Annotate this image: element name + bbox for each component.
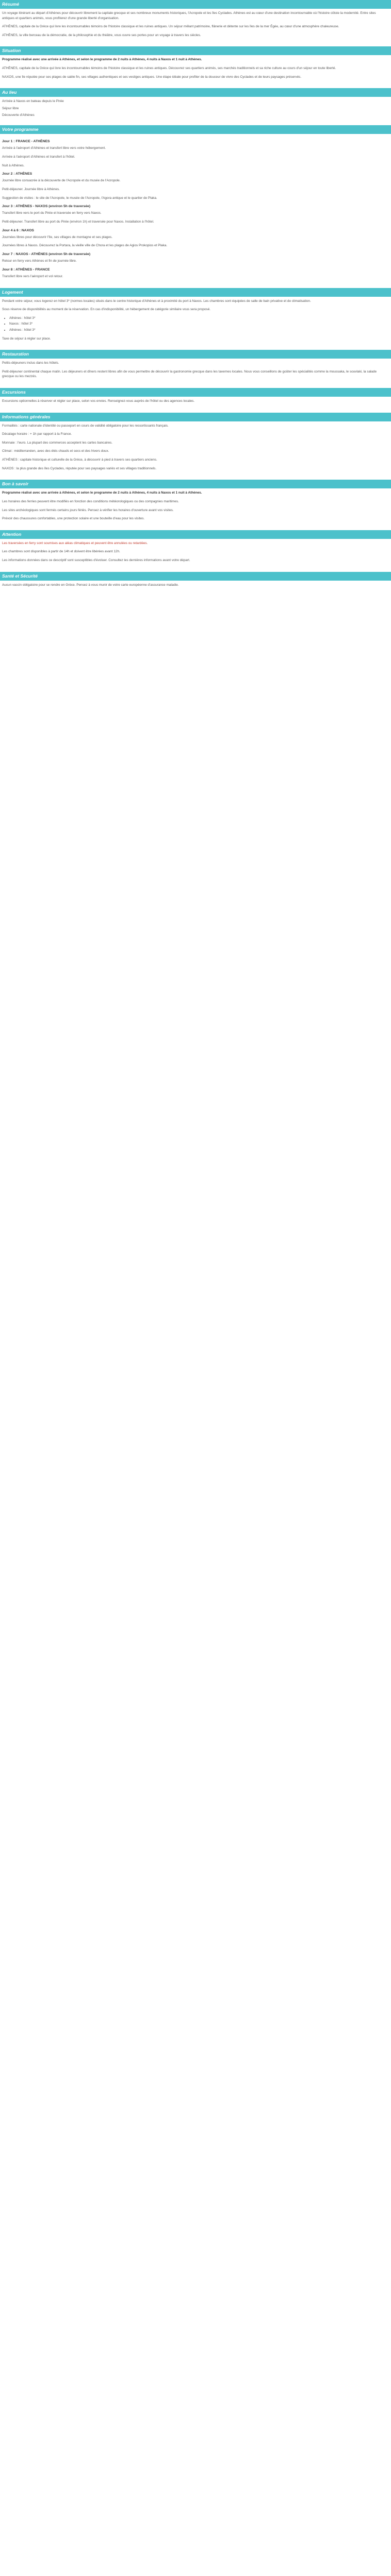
section-title: Attention — [0, 530, 391, 539]
paragraph: ATHÈNES, la ville berceau de la démocratie, de la philosophie et du théâtre, vous ouvre ses portes pour un voyage à travers les siècles. — [2, 33, 201, 37]
paragraph: Les traversées en ferry sont soumises aux aléas climatiques et peuvent être annulées ou retardées. — [2, 541, 148, 545]
paragraph: Climat : méditerranéen, avec des étés chauds et secs et des hivers doux. — [2, 449, 109, 453]
section-sante — [0, 572, 391, 597]
paragraph: Excursions optionnelles à réserver et régler sur place, selon vos envies. Renseignez-vous auprès de l'hôtel ou des agences locales. — [2, 399, 195, 403]
paragraph: Monnaie : l'euro. La plupart des commerces acceptent les cartes bancaires. — [2, 440, 112, 445]
section-excursions — [0, 388, 391, 413]
section-title: Logement — [0, 288, 391, 297]
day-title: Jour 2 : ATHÈNES — [2, 172, 32, 176]
day-text: Transfert libre vers le port du Pirée et traversée en ferry vers Naxos. — [2, 211, 102, 215]
paragraph: ATHÈNES : capitale historique et culturelle de la Grèce, à découvrir à pied à travers ses quartiers anciens. — [2, 458, 157, 462]
paragraph: Sous réserve de disponibilités au moment de la réservation. En cas d'indisponibilité, un hébergement de catégorie similaire vous sera proposé. — [2, 308, 211, 312]
paragraph: Suggestion de visites : le site de l'Acropole, le musée de l'Acropole, l'Agora antique et le quartier de Plaka. — [2, 196, 157, 200]
paragraph: Taxe de séjour à régler sur place. — [2, 336, 51, 341]
section-title: Situation — [0, 46, 391, 55]
section-logement — [0, 288, 391, 350]
paragraph: ATHÈNES, capitale de la Grèce qui livre les incontournables témoins de l'histoire classique et les ruines antiques. Découvrez ses quartiers animés, ses marchés traditionnels et sa riche culture au cours d'un séjour en toute liberté. — [2, 66, 336, 71]
paragraph: Programme réalisé avec une arrivée à Athènes, et selon le programme de 2 nuits à Athènes, 4 nuits à Naxos et 1 nuit à Athènes. — [2, 491, 202, 495]
list-item: Découverte d'Athènes — [2, 113, 35, 117]
day-text: Journée libre consacrée à la découverte de l'Acropole et du musée de l'Acropole. — [2, 179, 121, 183]
paragraph: Journées libres à Naxos. Découvrez la Portara, la vieille ville de Chora et les plages de Agios Prokopios et Plaka. — [2, 244, 168, 248]
paragraph: Un voyage itinérant au départ d'Athènes pour découvrir librement la capitale grecque et ses nombreux monuments historiques, l'Acropole et les îles Cyclades. Athènes est au cœur d'une destination incontournable où l'histoire côtoie la modernité. Entre sites antiques et quartiers animés, vous profiterez d'une grande liberté d'organisation. — [2, 11, 376, 20]
section-programme — [0, 125, 391, 287]
paragraph: Les sites archéologiques sont fermés certains jours fériés. Pensez à vérifier les horaires d'ouverture avant vos visites. — [2, 508, 174, 512]
paragraph: Pendant votre séjour, vous logerez en hôtel 3* (normes locales) situés dans le centre historique d'Athènes et à proximité du port à Naxos. Les chambres sont équipées de salle de bain privative et de climatisation. — [2, 299, 311, 303]
section-bon-a-savoir — [0, 480, 391, 530]
paragraph: Programme réalisé avec une arrivée à Athènes, et selon le programme de 2 nuits à Athènes, 4 nuits à Naxos et 1 nuit à Athènes. — [2, 58, 202, 62]
day-title: Jour 8 : ATHÈNES - FRANCE — [2, 267, 50, 272]
day-text: Retour en ferry vers Athènes et fin de journée libre. — [2, 259, 77, 263]
day-title: Jour 7 : NAXOS - ATHÈNES (environ 5h de traversée) — [2, 252, 91, 256]
day-text: Transfert libre vers l'aéroport et vol retour. — [2, 274, 63, 278]
section-title: Santé et Sécurité — [0, 572, 391, 581]
section-resume — [0, 0, 391, 46]
paragraph: Nuit à Athènes. — [2, 163, 25, 167]
paragraph: Aucun vaccin obligatoire pour se rendre en Grèce. Pensez à vous munir de votre carte européenne d'assurance maladie. — [2, 583, 179, 587]
paragraph: Petit-déjeuner. Journée libre à Athènes. — [2, 187, 60, 191]
list-item: • Naxos : hôtel 3* — [9, 321, 389, 327]
section-title: Résumé — [0, 0, 391, 9]
paragraph: Petit-déjeuner continental chaque matin. Les déjeuners et dîners restent libres afin de vous permettre de découvrir la gastronomie grecque dans les tavernes locales. Nous vous conseillons de goûter les spécialités comme la moussaka, le souvlaki, la salade grecque ou les mezzés. — [2, 369, 377, 379]
day-title: Jour 4 à 6 : NAXOS — [2, 228, 34, 232]
day-text: Arrivée à l'aéroport d'Athènes et transfert libre vers votre hébergement. — [2, 146, 106, 150]
section-attention — [0, 530, 391, 572]
section-title: Votre programme — [0, 125, 391, 134]
day-title: Jour 1 : FRANCE - ATHÈNES — [2, 140, 50, 144]
list-item: Arrivée à Naxos en bateau depuis le Pirée — [2, 99, 64, 104]
section-title: Excursions — [0, 388, 391, 397]
paragraph: Les horaires des ferries peuvent être modifiés en fonction des conditions météorologiques ou des compagnies maritimes. — [2, 499, 179, 503]
section-situation — [0, 46, 391, 88]
list-item: • Athènes : hôtel 3* — [9, 328, 389, 333]
paragraph: ATHÈNES, capitale de la Grèce qui livre les incontournables témoins de l'histoire classique et les ruines antiques. Un séjour mêlant patrimoine, flânerie et détente sur les îles de la mer Égée, au cœur d'une atmosphère chaleureuse. — [2, 25, 339, 29]
section-title: Informations générales — [0, 413, 391, 421]
day-text: Journées libres pour découvrir l'île, ses villages de montagne et ses plages. — [2, 235, 113, 239]
list-item: Séjour libre — [2, 106, 19, 110]
paragraph: Petits-déjeuners inclus dans les hôtels. — [2, 361, 59, 365]
section-title: Bon à savoir — [0, 480, 391, 488]
hotel-list — [9, 316, 389, 333]
section-infos — [0, 413, 391, 480]
paragraph: Petit-déjeuner. Transfert libre au port du Pirée (environ 1h) et traversée pour Naxos. Installation à l'hôtel. — [2, 219, 154, 224]
paragraph: NAXOS : la plus grande des îles Cyclades, réputée pour ses paysages variés et ses villages traditionnels. — [2, 466, 157, 470]
day-title: Jour 3 : ATHÈNES - NAXOS (environ 5h de traversée) — [2, 205, 91, 209]
section-title: Au lieu — [0, 88, 391, 97]
paragraph: Prévoir des chaussures confortables, une protection solaire et une bouteille d'eau pour les visites. — [2, 517, 145, 521]
list-item: • Athènes : hôtel 3* — [9, 316, 389, 321]
paragraph: Formalités : carte nationale d'identité ou passeport en cours de validité obligatoire pour les ressortissants français. — [2, 423, 169, 428]
section-restauration — [0, 350, 391, 388]
paragraph: Les chambres sont disponibles à partir de 14h et doivent être libérées avant 12h. — [2, 550, 120, 554]
paragraph: Décalage horaire : + 1h par rapport à la France. — [2, 432, 72, 436]
section-title: Restauration — [0, 350, 391, 359]
paragraph: Arrivée à l'aéroport d'Athènes et transfert à l'hôtel. — [2, 155, 75, 159]
paragraph: Les informations données dans ce descriptif sont susceptibles d'évoluer. Consultez les dernières informations avant votre départ. — [2, 558, 190, 562]
section-lieu — [0, 88, 391, 125]
paragraph: NAXOS, une île réputée pour ses plages de sable fin, ses villages authentiques et ses vestiges antiques. Une étape idéale pour profiter de la douceur de vivre des Cyclades et de leurs paysages préservés. — [2, 75, 302, 79]
